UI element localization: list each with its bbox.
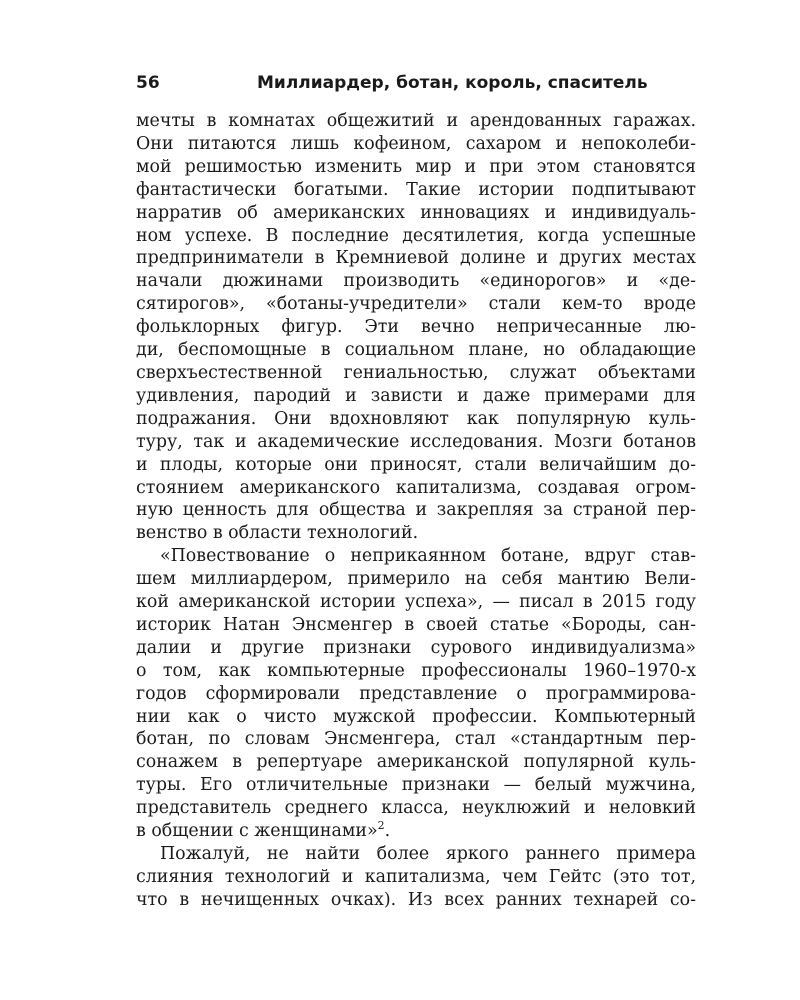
- text-line: что в нечищенных очках). Из всех ранних технарей со-: [136, 889, 696, 910]
- text-line: сверхъестественной гениальностью, служат объектами: [136, 362, 696, 383]
- text-line: представитель среднего класса, неуклюжий и неловкий: [136, 798, 696, 819]
- text-line: ную ценность для общества и закрепляя за страной пер-: [136, 500, 696, 521]
- text-line: начали дюжинами производить «единорогов» и «де-: [136, 271, 696, 292]
- page-header: [136, 73, 696, 99]
- text-line: туру, так и академические исследования. Мозги ботанов: [136, 431, 696, 452]
- text-line-end-punctuation: .: [384, 821, 391, 842]
- text-line: Они питаются лишь кофеином, сахаром и непоколеби-: [136, 133, 696, 154]
- text-line: Пожалуй, не найти более яркого раннего примера: [160, 844, 696, 864]
- text-line: подражания. Они вдохновляют как популярную куль-: [136, 408, 696, 429]
- text-line: мой решимостью изменить мир и при этом становятся: [136, 156, 696, 177]
- text-line: венство в области технологий.: [136, 523, 419, 544]
- text-line: ботан, по словам Энсменгера, стал «стандартным пер-: [136, 729, 696, 750]
- text-line: сонажем в репертуаре американской популярной куль-: [136, 752, 696, 773]
- paragraph-1: [136, 110, 696, 545]
- text-line: историк Натан Энсменгер в своей статье «Бороды, сан-: [136, 614, 696, 635]
- text-line: сятирогов», «ботаны-учредители» стали кем-то вроде: [136, 294, 696, 315]
- text-line: годов сформировали представление о программирова-: [136, 683, 696, 704]
- paragraph-3: [136, 843, 696, 912]
- text-line: предприниматели в Кремниевой долине и других местах: [136, 248, 696, 269]
- text-line: ном успехе. В последние десятилетия, когда успешные: [136, 225, 696, 246]
- text-line: удивления, пародий и зависти и даже примерами для: [136, 385, 696, 406]
- text-line: и плоды, которые они приносят, стали величайшим до-: [136, 454, 696, 475]
- text-line: нарратив об американских инновациях и индивидуаль-: [136, 202, 696, 223]
- text-line: шем миллиардером, примерило на себя мантию Вели-: [136, 569, 696, 590]
- text-line: ди, беспомощные в социальном плане, но обладающие: [136, 340, 696, 361]
- text-line: фольклорных фигур. Эти вечно непричесанные лю-: [136, 317, 696, 338]
- text-line: кой американской истории успеха», — писал в 2015 году: [136, 592, 696, 613]
- text-line: фантастически богатыми. Такие истории подпитывают: [136, 179, 696, 200]
- text-line: стоянием американского капитализма, создавая огром-: [136, 477, 696, 498]
- paragraph-2: [136, 545, 696, 843]
- footnote-reference[interactable]: 2: [377, 820, 385, 833]
- text-line-content: в общении с женщинами»: [136, 821, 378, 842]
- text-line: о том, как компьютерные профессионалы 1960–1970-х: [136, 660, 696, 681]
- text-line: далии и другие признаки сурового индивидуализма»: [136, 637, 696, 658]
- text-line: «Повествование о неприкаянном ботане, вдруг став-: [160, 546, 696, 567]
- text-line: мечты в комнатах общежитий и арендованных гаражах.: [136, 111, 696, 131]
- body-text: [136, 110, 696, 912]
- text-line: туры. Его отличительные признаки — белый мужчина,: [136, 775, 696, 796]
- page-number: 56: [136, 73, 160, 93]
- text-line: [136, 820, 696, 843]
- text-line: нии как о чисто мужской профессии. Компьютерный: [136, 706, 696, 727]
- running-title: Миллиардер, ботан, король, спаситель: [257, 73, 648, 93]
- text-line: слияния технологий и капитализма, чем Гейтс (это тот,: [136, 866, 696, 887]
